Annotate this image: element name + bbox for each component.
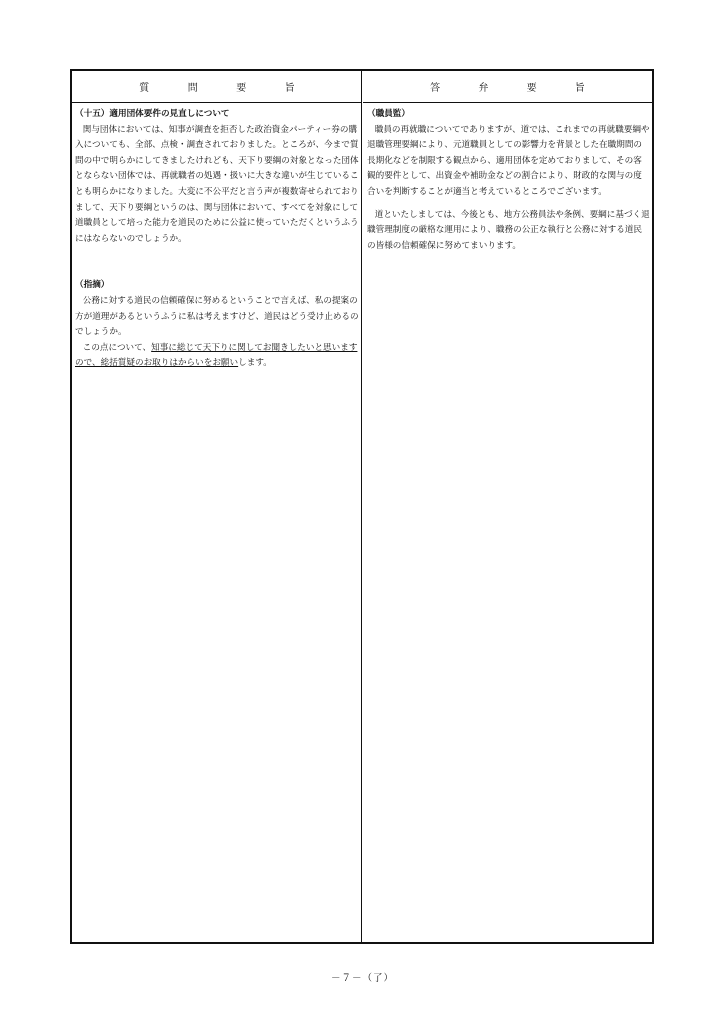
answer-summary-header [363,71,652,103]
remark-body: 公務に対する道民の信頼確保に努めるということで言えば、私の提案の方が道理があるというふうに私は考えますけど、道民はどう受け止めるのでしょうか。 [75,295,359,338]
answer-paragraph-2: 道といたしましては、今後とも、地方公務員法や条例、要綱に基づく退職管理制度の厳格な運用により、職務の公正な執行と公務に対する道民の皆様の信頼確保に努めてまいります。 [367,209,650,251]
closing-tail: します。 [238,358,272,369]
column-divider [361,71,362,942]
header-char: 答 [430,83,441,94]
header-char: 弁 [478,83,489,94]
remark-heading: （指摘） [75,280,110,291]
answer-heading: （職員監） [367,109,410,119]
header-char: 要 [526,83,537,94]
qa-table [70,69,654,944]
closing-plain: この点について、 [82,342,152,353]
header-char: 旨 [284,83,295,94]
answer-column [367,107,650,254]
page-number: －７－（了） [330,973,394,984]
header-char: 旨 [574,83,585,94]
question-summary-header [72,71,362,103]
closing-underlined: 知事に総じて天下りに関してお聞きしたいと思いますので、総括質疑のお取りはからいをお願い [75,342,358,369]
question-body: 関与団体においては、知事が調査を拒否した政治資金パーティー券の購入についても、全部、点検・調査されておりました。ところが、今まで質問の中で明らかにしてきましたけれども、天下り要綱の対象となった団体とならない団体では、再就職者の処遇・扱いに大きな違いが生じていることも明らかになりました。大変に不公平だと言う声が複数寄せられておりまして、天下り要綱というのは、関与団体において、すべてを対象にして道職員として培った能力を道民のために公益に使っていただくというふうにはならないのでしょうか。 [75,124,359,244]
header-char: 要 [236,83,247,94]
question-heading: （十五）適用団体要件の見直しについて [75,109,230,119]
answer-paragraph-1: 職員の再就職についてでありますが、道では、これまでの再就職要綱や退職管理要綱により、元道職員としての影響力を背景とした在職期間の長期化などを制限する観点から、適用団体を定めておりまして、その客観的要件として、出資金や補助金などの割合により、財政的な関与の度合いを判断することが適当と考えているところでございます。 [367,124,650,197]
closing-request [75,341,359,372]
question-column [75,107,359,372]
header-char: 問 [187,83,198,94]
header-char: 質 [139,83,150,94]
